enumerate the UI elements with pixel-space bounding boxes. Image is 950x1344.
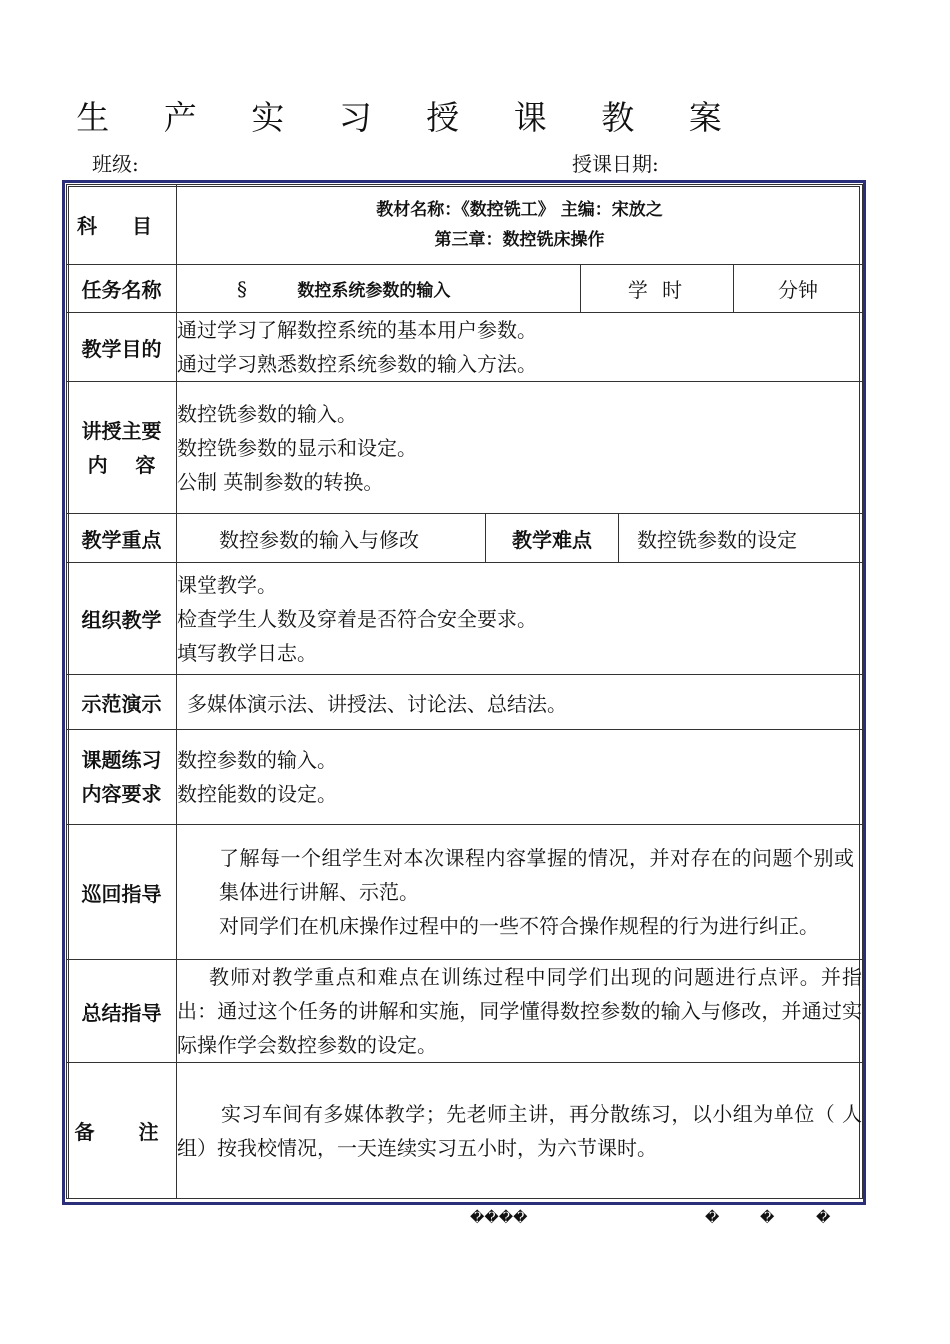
- task-value: 数控系统参数的输入: [297, 281, 451, 301]
- subject-cell: [177, 185, 863, 265]
- organization-line-3: 填写教学日志。: [177, 640, 317, 665]
- row-organization: [67, 563, 863, 675]
- organization-line-1: 课堂教学。: [177, 572, 277, 597]
- class-label: 班级:: [92, 152, 139, 176]
- objective-cell: [177, 313, 863, 382]
- date-label: 授课日期:: [572, 152, 659, 176]
- content-line-1: 数控铣参数的输入。: [177, 401, 357, 426]
- page-title: 生 产 实 习 授 课 教 案: [76, 98, 744, 137]
- content-cell: [177, 382, 863, 514]
- organization-label: 组织教学: [67, 563, 177, 675]
- exercise-label-line1: 课题练习: [81, 748, 162, 772]
- row-summary: [67, 960, 863, 1063]
- row-content: [67, 382, 863, 514]
- section-symbol: §: [237, 277, 247, 301]
- exercise-line-2: 数控能数的设定。: [177, 782, 337, 806]
- row-demo: [67, 675, 863, 730]
- content-label-line1: 讲授主要: [81, 418, 162, 443]
- hours-label: 学 时: [581, 265, 734, 313]
- guidance-label: 巡回指导: [67, 825, 177, 960]
- exercise-cell: [177, 730, 863, 825]
- objective-line-2: 通过学习熟悉数控系统参数的输入方法。: [177, 352, 537, 376]
- footer-mark-2: �: [760, 1210, 775, 1226]
- summary-text: 教师对教学重点和难点在训练过程中同学们出现的问题进行点评。并指出：通过这个任务的讲解和实施，同学懂得数控参数的输入与修改，并通过实际操作学会数控参数的设定。: [177, 960, 863, 1063]
- row-objective: [67, 313, 863, 382]
- content-line-3: 公制 英制参数的转换。: [177, 469, 384, 494]
- row-guidance: [67, 825, 863, 960]
- difficulty-value: 数控铣参数的设定: [619, 514, 863, 563]
- row-remarks: [67, 1063, 863, 1199]
- row-subject: [67, 185, 863, 265]
- subject-label: 科 目: [67, 185, 177, 265]
- objective-label: 教学目的: [67, 313, 177, 382]
- remarks-label: 备 注: [67, 1063, 177, 1199]
- key-value: 数控参数的输入与修改: [177, 514, 486, 563]
- content-label: [67, 382, 177, 514]
- footer-mark-3: �: [816, 1210, 831, 1226]
- guidance-para-2: 对同学们在机床操作过程中的一些不符合操作规程的行为进行纠正。: [219, 914, 819, 938]
- organization-line-2: 检查学生人数及穿着是否符合安全要求。: [177, 606, 537, 631]
- guidance-para-1: 了解每一个组学生对本次课程内容掌握的情况，并对存在的问题个别或集体进行讲解、示范。: [219, 846, 854, 904]
- difficulty-label: 教学难点: [486, 514, 619, 563]
- row-task: [67, 265, 863, 313]
- demo-value: 多媒体演示法、讲授法、讨论法、总结法。: [177, 675, 863, 730]
- row-key: [67, 514, 863, 563]
- content-line-2: 数控铣参数的显示和设定。: [177, 435, 417, 460]
- hours-value: 分钟: [734, 265, 863, 313]
- exercise-label-line2: 内容要求: [81, 782, 162, 806]
- guidance-cell: [177, 825, 863, 960]
- lesson-plan-table: [66, 184, 863, 1199]
- exercise-label: [67, 730, 177, 825]
- demo-label: 示范演示: [67, 675, 177, 730]
- subject-line2: 第三章：数控铣床操作: [434, 229, 605, 250]
- summary-label: 总结指导: [67, 960, 177, 1063]
- task-label: 任务名称: [67, 265, 177, 313]
- objective-line-1: 通过学习了解数控系统的基本用户参数。: [177, 318, 537, 342]
- content-label-line2: 内 容: [87, 452, 156, 477]
- row-exercise: [67, 730, 863, 825]
- organization-cell: [177, 563, 863, 675]
- footer-mark-1: �: [705, 1210, 720, 1226]
- task-value-cell: [177, 265, 581, 313]
- key-label: 教学重点: [67, 514, 177, 563]
- exercise-line-1: 数控参数的输入。: [177, 748, 337, 772]
- remarks-text: 实习车间有多媒体教学；先老师主讲，再分散练习，以小组为单位（ 人组）按我校情况，一天连续实习五小时，为六节课时。: [177, 1063, 863, 1199]
- subject-line1: 教材名称：《数控铣工》 主编：宋放之: [376, 199, 663, 220]
- footer-left-text: ����: [470, 1210, 528, 1226]
